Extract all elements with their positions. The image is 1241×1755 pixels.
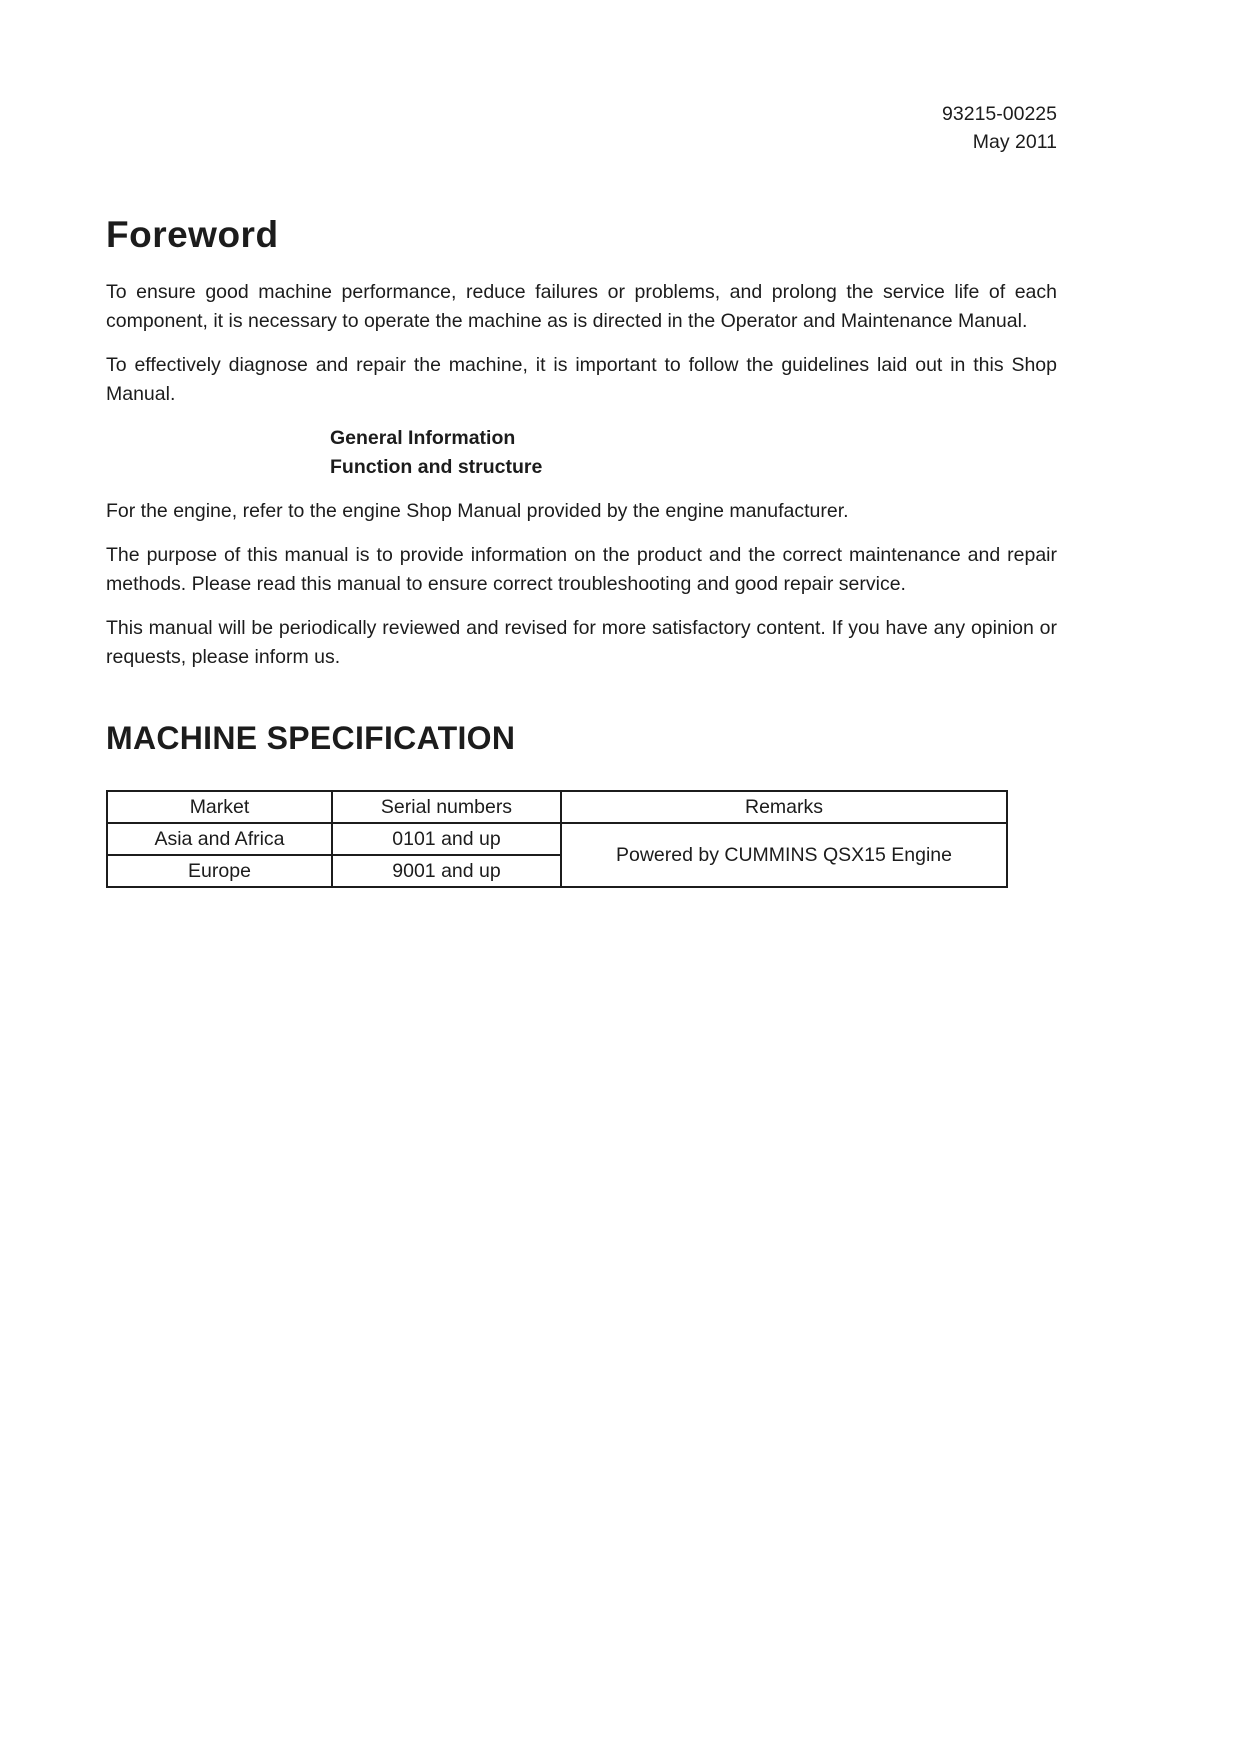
foreword-paragraph-4: The purpose of this manual is to provide information on the product and the correct maintenance and repair methods. Please read this manual to ensure correct troubleshooting and good repair service.: [106, 544, 1057, 595]
spec-table-row-asia-africa: [107, 823, 1007, 855]
foreword-paragraph-1: To ensure good machine performance, reduce failures or problems, and prolong the service life of each component, it is necessary to operate the machine as is directed in the Operator and Maintenance Manual.: [106, 281, 1057, 332]
remarks-cell: Powered by CUMMINS QSX15 Engine: [561, 823, 1007, 887]
reference-line-function-and-structure: Function and structure: [330, 456, 543, 478]
spec-header-market: Market: [107, 791, 332, 823]
serial-numbers-cell: 9001 and up: [332, 855, 561, 887]
foreword-paragraph-5: This manual will be periodically reviewed and revised for more satisfactory content. If you have any opinion or requests, please inform us.: [106, 617, 1057, 668]
doc-number: 93215-00225: [942, 103, 1057, 125]
foreword-paragraph-2: To effectively diagnose and repair the machine, it is important to follow the guidelines laid out in this Shop Manual.: [106, 354, 1057, 405]
reference-line-general-information: General Information: [330, 427, 516, 449]
machine-specification-title: MACHINE SPECIFICATION: [106, 720, 516, 756]
doc-date: May 2011: [972, 131, 1057, 153]
reference-lines: [330, 424, 1057, 482]
foreword-title: Foreword: [106, 214, 279, 255]
market-cell: Europe: [107, 855, 332, 887]
document-meta: [106, 100, 1057, 156]
market-cell: Asia and Africa: [107, 823, 332, 855]
foreword-paragraph-3: For the engine, refer to the engine Shop Manual provided by the engine manufacturer.: [106, 500, 849, 522]
spec-header-serial-numbers: Serial numbers: [332, 791, 561, 823]
serial-numbers-cell: 0101 and up: [332, 823, 561, 855]
spec-header-remarks: Remarks: [561, 791, 1007, 823]
machine-specification-table: [106, 790, 1008, 888]
spec-table-header-row: [107, 791, 1007, 823]
